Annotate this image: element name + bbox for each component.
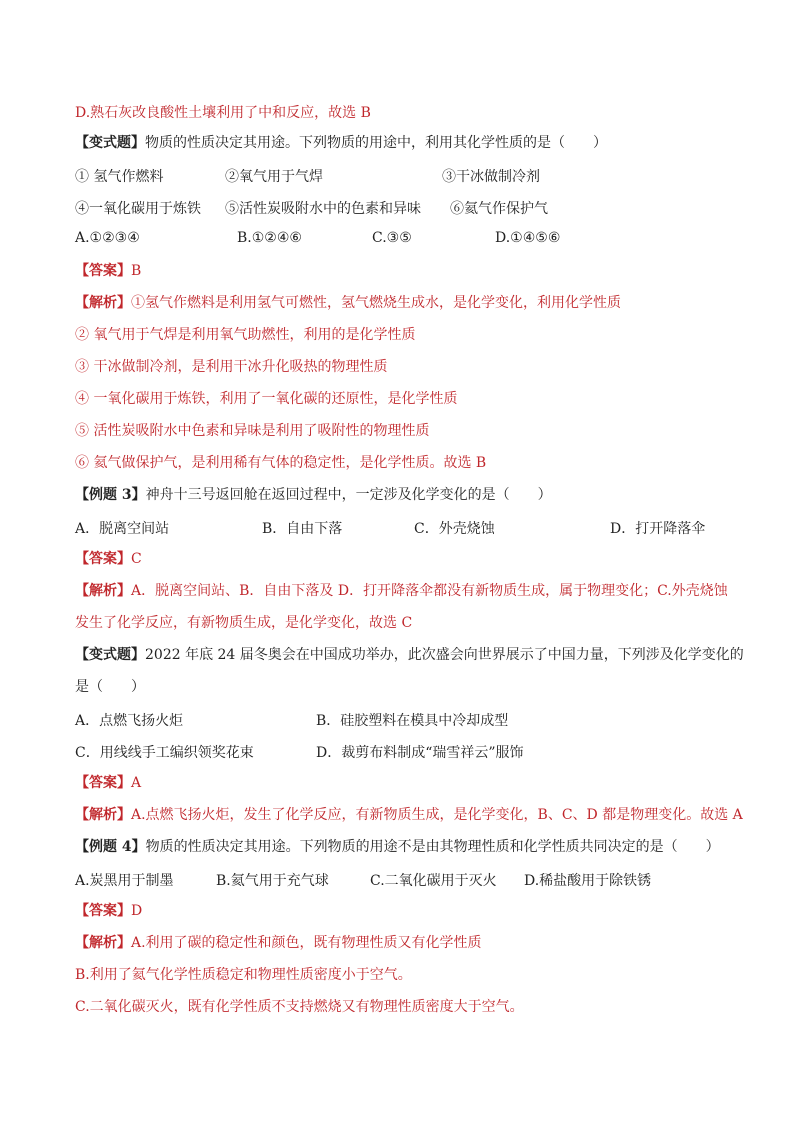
analysis-line bbox=[75, 294, 621, 312]
question-continuation: 是（ ） bbox=[75, 679, 145, 695]
analysis-text: ①氢气作燃料是利用氢气可燃性，氢气燃烧生成水，是化学变化，利用化学性质 bbox=[131, 295, 621, 311]
option-c: C.二氧化碳用于灭火 bbox=[370, 873, 497, 889]
question-text: 神舟十三号返回舱在返回过程中，一定涉及化学变化的是（ ） bbox=[145, 487, 552, 503]
prev-analysis-line: D.熟石灰改良酸性土壤利用了中和反应，故选 B bbox=[75, 105, 371, 121]
analysis-line bbox=[75, 806, 743, 824]
answer-line bbox=[75, 262, 141, 280]
answer-line bbox=[75, 774, 141, 792]
option-d: D．裁剪布料制成“瑞雪祥云”服饰 bbox=[316, 745, 524, 761]
option-a: A.炭黑用于制墨 bbox=[75, 873, 174, 889]
analysis-line: ④ 一氧化碳用于炼铁，利用了一氧化碳的还原性，是化学性质 bbox=[75, 391, 458, 407]
answer-line bbox=[75, 550, 142, 568]
answer-value: B bbox=[131, 263, 142, 279]
list-item: ④一氧化碳用于炼铁 bbox=[75, 201, 201, 217]
variant-question-2 bbox=[75, 646, 744, 664]
option-a: A.①②③④ bbox=[75, 230, 140, 246]
variant-label: 【变式题】 bbox=[75, 647, 145, 663]
analysis-label: 【解析】 bbox=[75, 583, 131, 599]
analysis-line: ⑤ 活性炭吸附水中色素和异味是利用了吸附性的物理性质 bbox=[75, 423, 430, 439]
answer-label: 【答案】 bbox=[75, 263, 131, 279]
example-label: 【例题 4】 bbox=[75, 839, 146, 855]
question-text: 物质的性质决定其用途。下列物质的用途不是由其物理性质和化学性质共同决定的是（ ） bbox=[145, 839, 720, 855]
answer-line bbox=[75, 902, 142, 920]
option-d: D．打开降落伞 bbox=[610, 521, 706, 537]
list-item: ① 氢气作燃料 bbox=[75, 169, 164, 185]
variant-label: 【变式题】 bbox=[75, 135, 145, 151]
example-question-4 bbox=[75, 838, 720, 856]
analysis-line: ② 氧气用于气焊是利用氧气助燃性，利用的是化学性质 bbox=[75, 327, 416, 343]
list-item: ②氧气用于气焊 bbox=[225, 169, 323, 185]
option-b: B.①②④⑥ bbox=[237, 230, 302, 246]
analysis-line: C.二氧化碳灭火，既有化学性质不支持燃烧又有物理性质密度大于空气。 bbox=[75, 999, 524, 1015]
answer-value: C bbox=[131, 551, 142, 567]
analysis-line: ⑥ 氦气做保护气，是利用稀有气体的稳定性，是化学性质。故选 B bbox=[75, 455, 487, 471]
answer-label: 【答案】 bbox=[75, 775, 131, 791]
option-b: B．自由下落 bbox=[262, 521, 343, 537]
analysis-line: B.利用了氦气化学性质稳定和物理性质密度小于空气。 bbox=[75, 967, 412, 983]
option-c: C．外壳烧蚀 bbox=[414, 521, 495, 537]
variant-question-1 bbox=[75, 134, 607, 152]
option-a: A．脱离空间站 bbox=[75, 521, 170, 537]
analysis-line: ③ 干冰做制冷剂，是利用干冰升化吸热的物理性质 bbox=[75, 359, 388, 375]
question-text: 物质的性质决定其用途。下列物质的用途中，利用其化学性质的是（ ） bbox=[145, 135, 607, 151]
option-a: A．点燃飞扬火炬 bbox=[75, 713, 184, 729]
option-b: B.氦气用于充气球 bbox=[216, 873, 329, 889]
answer-value: D bbox=[131, 903, 143, 919]
analysis-line bbox=[75, 934, 482, 952]
option-b: B．硅胶塑料在模具中冷却成型 bbox=[316, 713, 509, 729]
analysis-label: 【解析】 bbox=[75, 807, 131, 823]
analysis-text: A.利用了碳的稳定性和颜色，既有物理性质又有化学性质 bbox=[131, 935, 482, 951]
option-c: C．用线线手工编织领奖花束 bbox=[75, 745, 254, 761]
analysis-line bbox=[75, 582, 728, 600]
option-c: C.③⑤ bbox=[372, 230, 412, 246]
answer-label: 【答案】 bbox=[75, 551, 131, 567]
list-item: ⑤活性炭吸附水中的色素和异味 bbox=[225, 201, 421, 217]
analysis-label: 【解析】 bbox=[75, 295, 131, 311]
example-question-3 bbox=[75, 486, 552, 504]
analysis-text: A．脱离空间站、B．自由下落及 D．打开降落伞都没有新物质生成，属于物理变化；C.外壳烧蚀 bbox=[131, 583, 728, 599]
list-item: ⑥氦气作保护气 bbox=[450, 201, 548, 217]
option-d: D.稀盐酸用于除铁锈 bbox=[524, 873, 652, 889]
analysis-label: 【解析】 bbox=[75, 935, 131, 951]
answer-value: A bbox=[131, 775, 142, 791]
analysis-line: 发生了化学反应，有新物质生成，是化学变化，故选 C bbox=[75, 615, 413, 631]
question-text: 2022 年底 24 届冬奥会在中国成功举办，此次盛会向世界展示了中国力量，下列涉及化学变化的 bbox=[145, 647, 744, 663]
analysis-text: A.点燃飞扬火炬，发生了化学反应，有新物质生成，是化学变化，B、C、D 都是物理变化。故选 A bbox=[131, 807, 743, 823]
option-d: D.①④⑤⑥ bbox=[495, 230, 561, 246]
list-item: ③干冰做制冷剂 bbox=[442, 169, 540, 185]
answer-label: 【答案】 bbox=[75, 903, 131, 919]
example-label: 【例题 3】 bbox=[75, 487, 146, 503]
